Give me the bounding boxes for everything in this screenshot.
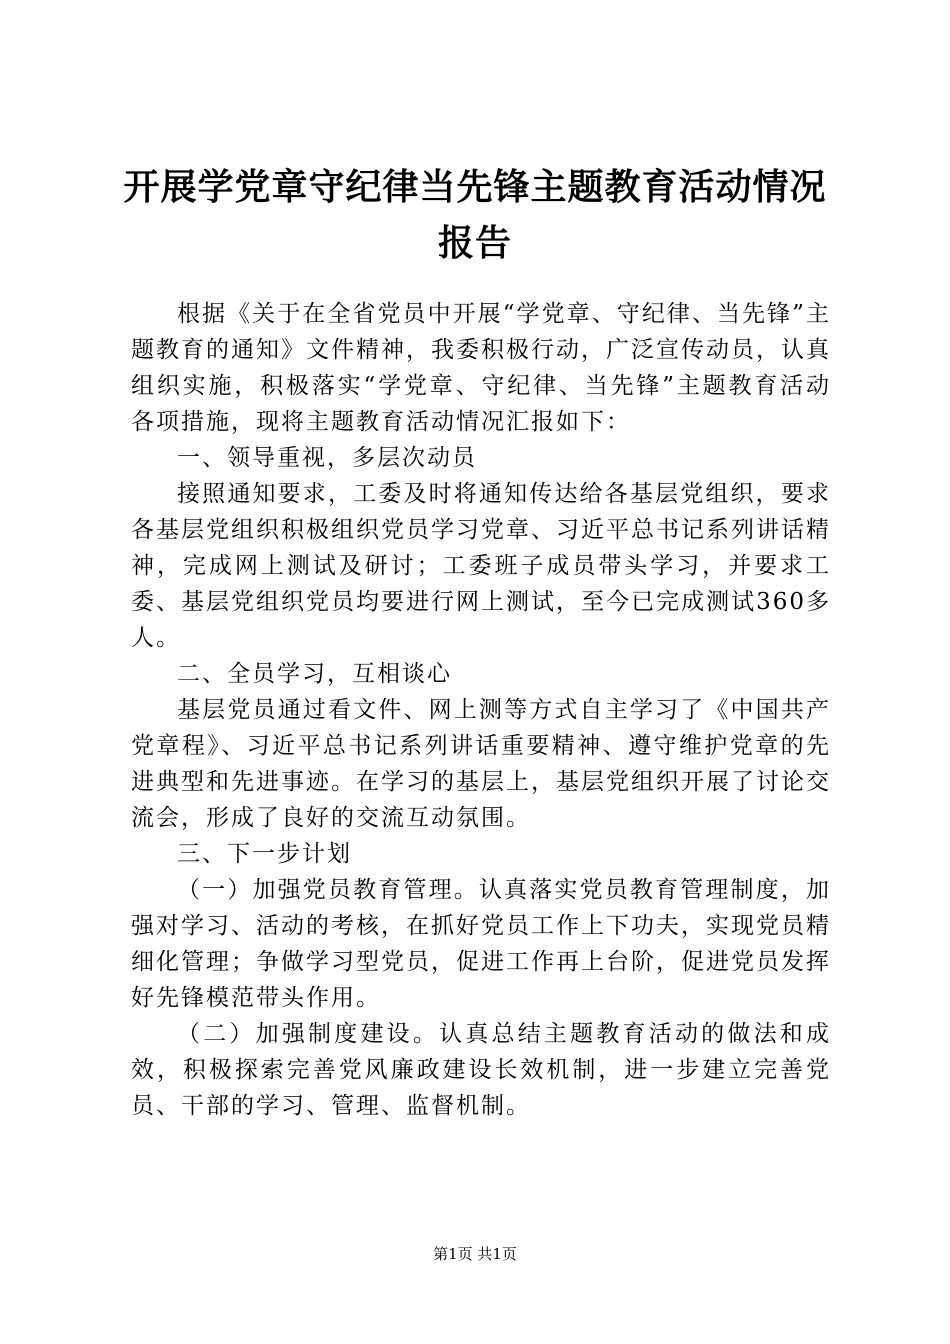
intro-paragraph: 根据《关于在全省党员中开展“学党章、守纪律、当先锋”主题教育的通知》文件精神，我委积极行动，广泛宣传动员，认真组织实施，积极落实“学党章、守纪律、当先锋”主题教育活动各项措施，现将主题教育活动情况汇报如下：: [131, 301, 831, 435]
section-2-paragraph: 基层党员通过看文件、网上测等方式自主学习了《中国共产党章程》、习近平总书记系列讲话重要精神、遵守维护党章的先进典型和先进事迹。在学习的基层上，基层党组织开展了讨论交流会，形成了良好的交流互动氛围。: [131, 697, 831, 831]
document-body: [131, 296, 831, 1124]
section-1-paragraph: 接照通知要求，工委及时将通知传达给各基层党组织，要求各基层党组织积极组织党员学习党章、习近平总书记系列讲话精神，完成网上测试及研讨；工委班子成员带头学习，并要求工委、基层党组织党员均要进行网上测试，至今已完成测试360多人。: [131, 481, 831, 651]
section-heading-2: 二、全员学习，互相谈心: [177, 661, 452, 687]
section-heading-1: 一、领导重视，多层次动员: [177, 445, 477, 471]
page-footer: 第1页 共1页: [433, 1245, 517, 1263]
document-title: 开展学党章守纪律当先锋主题教育活动情况报告: [123, 167, 827, 264]
section-3-paragraph-2: （二）加强制度建设。认真总结主题教育活动的做法和成效，积极探索完善党风廉政建设长效机制，进一步建立完善党员、干部的学习、管理、监督机制。: [131, 1021, 831, 1119]
section-heading-3: 三、下一步计划: [177, 841, 352, 867]
section-3-paragraph-1: （一）加强党员教育管理。认真落实党员教育管理制度，加强对学习、活动的考核，在抓好党员工作上下功夫，实现党员精细化管理；争做学习型党员，促进工作再上台阶，促进党员发挥好先锋模范带头作用。: [131, 877, 831, 1011]
